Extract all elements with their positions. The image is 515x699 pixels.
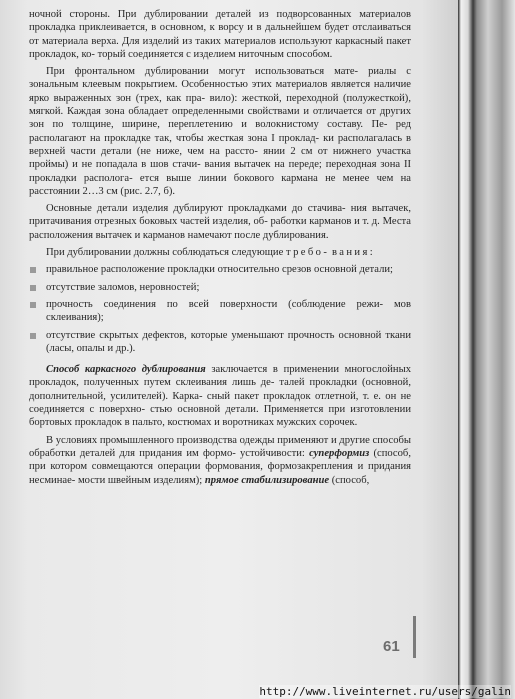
page-number-rule bbox=[413, 616, 416, 658]
text-line: ред располагают на прокладке так, чтобы жесткая зона I проклад- bbox=[29, 119, 412, 144]
text-line: ется выше линии бокового кармана не менее чем на расстоянии bbox=[29, 172, 411, 197]
book-edge bbox=[458, 0, 515, 699]
text-line: материалов является наличие ярко выраженных зон (трех, как пра- bbox=[29, 79, 411, 104]
text-line: прокладок в пальто, костюмах и воротниках мужских сорочек. bbox=[74, 417, 358, 429]
text-line: талей прокладки (основной, дополнительной, усилителей). Карка- bbox=[29, 377, 411, 402]
square-bullet-icon bbox=[30, 285, 36, 291]
square-bullet-icon bbox=[30, 302, 36, 308]
text-line: вило): жесткой, переходной (полужесткой), мягкой. Каждая зона bbox=[29, 92, 411, 118]
text-line: 2…3 см (рис. 2.7, б). bbox=[82, 185, 176, 197]
text-line: ки располагалась в верхней части детали (не ниже, чем на рассто- bbox=[29, 132, 412, 157]
term-direct-stabilization: прямое стабилизирование bbox=[204, 474, 330, 486]
text-line: дальнейшем будет отслаиваться от материала верха. Для изделий bbox=[29, 22, 411, 47]
paragraph-frontal bbox=[29, 65, 411, 198]
page-number: 61 bbox=[383, 638, 400, 655]
list-item: отсутствие заломов, неровностей; bbox=[29, 281, 411, 294]
paragraph-industry: В условиях промышленного производства одежды применяют и другие способы обработки деталей для придания им формо- устойчивости: суперформиз (способ, при котором совмещаются операции формования, формозакрепления и придания несминае- мости швейным изделиям); прямое стабилизирование (способ, bbox=[29, 434, 411, 486]
list-item: правильное расположение прокладки относительно срезов основной детали; bbox=[29, 263, 411, 276]
text-line: При фронтальном дублировании могут использоваться мате- bbox=[46, 66, 359, 78]
square-bullet-icon bbox=[30, 333, 36, 339]
text-line: намечают после дублирования. bbox=[187, 229, 329, 241]
paragraph-requirements bbox=[29, 246, 411, 259]
text-line: работки карманов и т. д. Места расположения вытачек и карманов bbox=[29, 216, 411, 241]
text-line: и другие способы обработки деталей для придания им формо- bbox=[29, 434, 411, 459]
text-line: из таких материалов используют каркасный пакет прокладок, ко- bbox=[29, 35, 411, 60]
list-item: прочность соединения по всей поверхности (соблюдение режи- мов склеивания); bbox=[29, 298, 411, 325]
text-line: заключается в применении bbox=[211, 364, 339, 376]
text-line: материалов прокладка приклеивается, в основном, к ворсу и в bbox=[29, 9, 411, 34]
term-heading: Способ каркасного дублирования bbox=[46, 364, 206, 376]
text-line: торый соединяется с изделием ниточным способом. bbox=[97, 48, 333, 60]
text-line: В условиях промышленного производства одежды применяют bbox=[46, 434, 329, 446]
text-line: вания вытачек на переде; переходная зона II прокладки распологa- bbox=[29, 159, 412, 184]
body-text bbox=[29, 8, 411, 487]
text-line: многослойных прокладок, полученных путем склеивания лишь де- bbox=[29, 364, 412, 389]
text-line: обладает определенными свойствами и отличается от других зон bbox=[29, 106, 411, 131]
paragraph-top bbox=[29, 8, 411, 61]
text-line: сный пакет прокладок отлетной, т. е. он не соединяется с поверхно- bbox=[29, 390, 412, 416]
square-bullet-icon bbox=[30, 267, 36, 273]
list-item: отсутствие скрытых дефектов, которые уменьшают прочность основной ткани (ласы, опалы и др.). bbox=[29, 329, 411, 356]
text-line: янии 2 см от нижнего участка проймы) и не попадала в шов стачи- bbox=[29, 145, 411, 171]
spaced-word: требо- bbox=[285, 247, 330, 259]
text-line: Основные детали изделия дублируют прокладками до стачива- bbox=[46, 203, 346, 215]
text-line: риалы с зональным клеевым покрытием. Особенностью этих bbox=[29, 66, 411, 91]
text-line: При дублировании должны соблюдаться следующие bbox=[46, 247, 284, 259]
text-line: стью основной детали. Применяется при изготовлении бортовых bbox=[29, 404, 411, 429]
term-superformiz: суперформиз bbox=[309, 447, 370, 459]
spaced-word: вания: bbox=[331, 247, 376, 259]
text-line: ния вытачек, притачивания отрезных боковых частей изделия, об- bbox=[29, 203, 411, 228]
text-line: операции формования, формозакрепления и придания несминае- bbox=[29, 461, 411, 486]
requirements-list bbox=[29, 263, 411, 355]
watermark-url: http://www.liveinternet.ru/users/galin bbox=[259, 685, 511, 698]
paragraph-basic bbox=[29, 202, 411, 242]
paragraph-method bbox=[29, 363, 411, 429]
text-line: по толщине, ширине, переплетению и волокнистому составу. Пе- bbox=[52, 119, 388, 131]
text-line: ночной стороны. При дублировании деталей из подворсованных bbox=[29, 9, 352, 20]
